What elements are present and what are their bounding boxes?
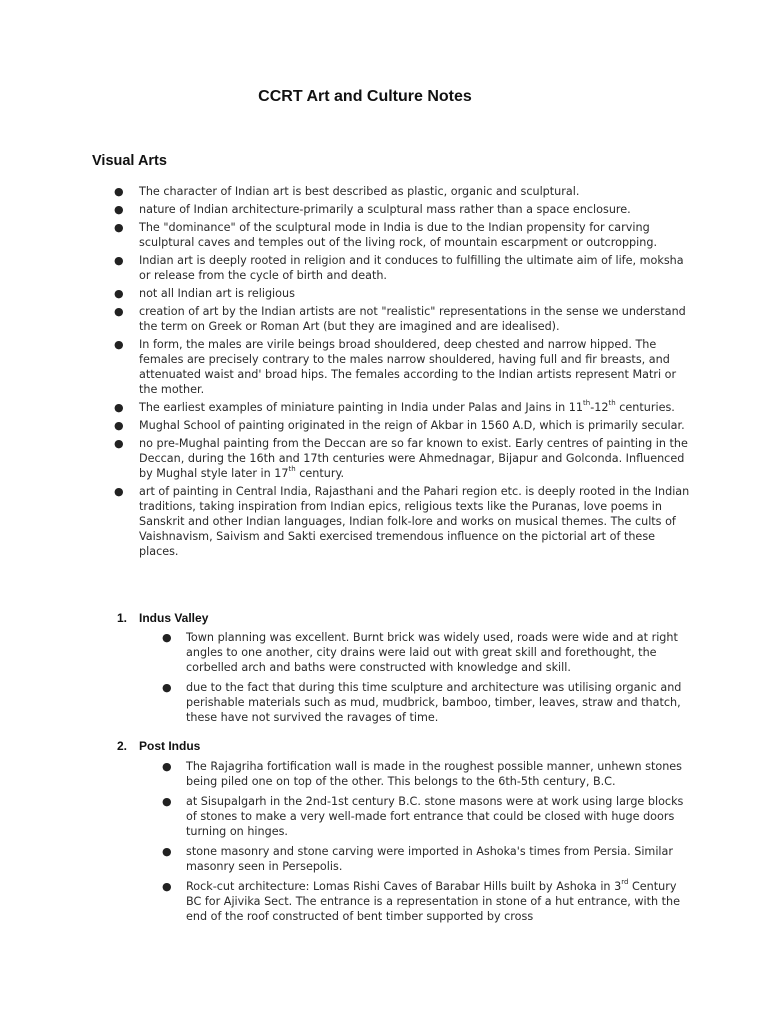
- list-item: [0, 630, 690, 675]
- bullet-icon: ●: [162, 880, 172, 893]
- bullet-icon: ●: [114, 254, 124, 267]
- list-item-text: art of painting in Central India, Rajasthani and the Pahari region etc. is deeply rooted in the Indian traditions, taking inspiration from Indian epics, religious texts like the Puranas, love poems in Sanskrit and other Indian languages, Indian folk-lore and works on musical themes. The cults of Vaishnavism, Saivism and Sakti exercised tremendous influence on the pictorial art of these places.: [139, 485, 690, 558]
- list-item: [0, 436, 690, 481]
- list-item: [0, 418, 690, 433]
- list-item-text: The Rajagriha fortification wall is made in the roughest possible manner, unhewn stones being piled one on top of the other. This belongs to the 6th-5th century, B.C.: [186, 760, 683, 788]
- list-item: [0, 400, 690, 415]
- indus-valley-bullet-list: [0, 630, 690, 730]
- list-item: [0, 184, 690, 199]
- list-item: [0, 680, 690, 725]
- list-item-text: no pre-Mughal painting from the Deccan are so far known to exist. Early centres of painting in the Deccan, during the 16th and 17th centuries were Ahmednagar, Bijapur and Golconda. Influenced by Mughal style later in 17th century.: [139, 437, 688, 480]
- list-item-text: not all Indian art is religious: [139, 287, 295, 300]
- bullet-icon: ●: [114, 437, 124, 450]
- bullet-icon: ●: [114, 305, 124, 318]
- list-item-text: creation of art by the Indian artists are not "realistic" representations in the sense we understand the term on Greek or Roman Art (but they are imagined and are idealised).: [139, 305, 686, 333]
- document-title: CCRT Art and Culture Notes: [258, 88, 472, 105]
- list-item: [0, 202, 690, 217]
- bullet-icon: ●: [162, 681, 172, 694]
- bullet-icon: ●: [114, 287, 124, 300]
- list-item: [0, 794, 690, 839]
- list-item: [0, 304, 690, 334]
- bullet-icon: ●: [114, 419, 124, 432]
- bullet-icon: ●: [114, 401, 124, 414]
- bullet-icon: ●: [162, 845, 172, 858]
- numbered-heading-post-indus: [117, 739, 200, 753]
- list-item-text: due to the fact that during this time sculpture and architecture was utilising organic and perishable materials such as mud, mudbrick, bamboo, timber, leaves, straw and thatch, these have not survived the ravages of time.: [186, 681, 682, 724]
- list-item: [0, 484, 690, 559]
- list-item-text: Mughal School of painting originated in the reign of Akbar in 1560 A.D, which is primarily secular.: [139, 419, 685, 432]
- bullet-icon: ●: [114, 203, 124, 216]
- list-item-text: In form, the males are virile beings broad shouldered, deep chested and narrow hipped. The females are precisely contrary to the males narrow shouldered, having full and fir breasts, and attenuated waist and' broad hips. The females according to the Indian artists represent Matri or the mother.: [139, 338, 677, 396]
- post-indus-bullet-list: [0, 759, 690, 929]
- list-item-text: The "dominance" of the sculptural mode in India is due to the Indian propensity for carving sculptural caves and temples out of the living rock, of mountain escarpment or outcropping.: [139, 221, 658, 249]
- list-item-text: The character of Indian art is best described as plastic, organic and sculptural.: [139, 185, 580, 198]
- list-item-text: Rock-cut architecture: Lomas Rishi Caves of Barabar Hills built by Ashoka in 3rd Century BC for Ajivika Sect. The entrance is a representation in stone of a hut entrance, with the end of the roof constructed of bent timber supported by cross: [186, 878, 681, 923]
- list-item-text: at Sisupalgarh in the 2nd-1st century B.C. stone masons were at work using large blocks of stones to make a very well-made fort entrance that could be closed with huge doors turning on hinges.: [186, 795, 684, 838]
- list-item: [0, 253, 690, 283]
- list-item-text: Indian art is deeply rooted in religion and it conduces to fulfilling the ultimate aim of life, moksha or release from the cycle of birth and death.: [139, 254, 684, 282]
- list-item: [0, 879, 690, 924]
- visual-arts-bullet-list: [0, 184, 690, 562]
- bullet-icon: ●: [162, 631, 172, 644]
- heading-text: Post Indus: [139, 739, 201, 753]
- list-item: [0, 337, 690, 397]
- section-heading-visual-arts: Visual Arts: [92, 153, 167, 169]
- list-item-text: stone masonry and stone carving were imported in Ashoka's times from Persia. Similar masonry seen in Persepolis.: [186, 845, 673, 873]
- bullet-icon: ●: [114, 485, 124, 498]
- list-item: [0, 286, 690, 301]
- bullet-icon: ●: [114, 338, 124, 351]
- numbered-heading-indus-valley: [117, 611, 208, 625]
- heading-number: 2.: [117, 739, 128, 753]
- list-item-text: Town planning was excellent. Burnt brick was widely used, roads were wide and at right angles to one another, city drains were laid out with great skill and forethought, the corbelled arch and baths were constructed with knowledge and skill.: [186, 631, 678, 674]
- list-item: [0, 844, 690, 874]
- bullet-icon: ●: [114, 185, 124, 198]
- list-item-text: The earliest examples of miniature painting in India under Palas and Jains in 11th-12th centuries.: [139, 399, 675, 414]
- list-item: [0, 220, 690, 250]
- list-item-text: nature of Indian architecture-primarily a sculptural mass rather than a space enclosure.: [139, 203, 631, 216]
- heading-number: 1.: [117, 611, 128, 625]
- bullet-icon: ●: [162, 795, 172, 808]
- heading-text: Indus Valley: [139, 611, 209, 625]
- list-item: [0, 759, 690, 789]
- bullet-icon: ●: [162, 760, 172, 773]
- bullet-icon: ●: [114, 221, 124, 234]
